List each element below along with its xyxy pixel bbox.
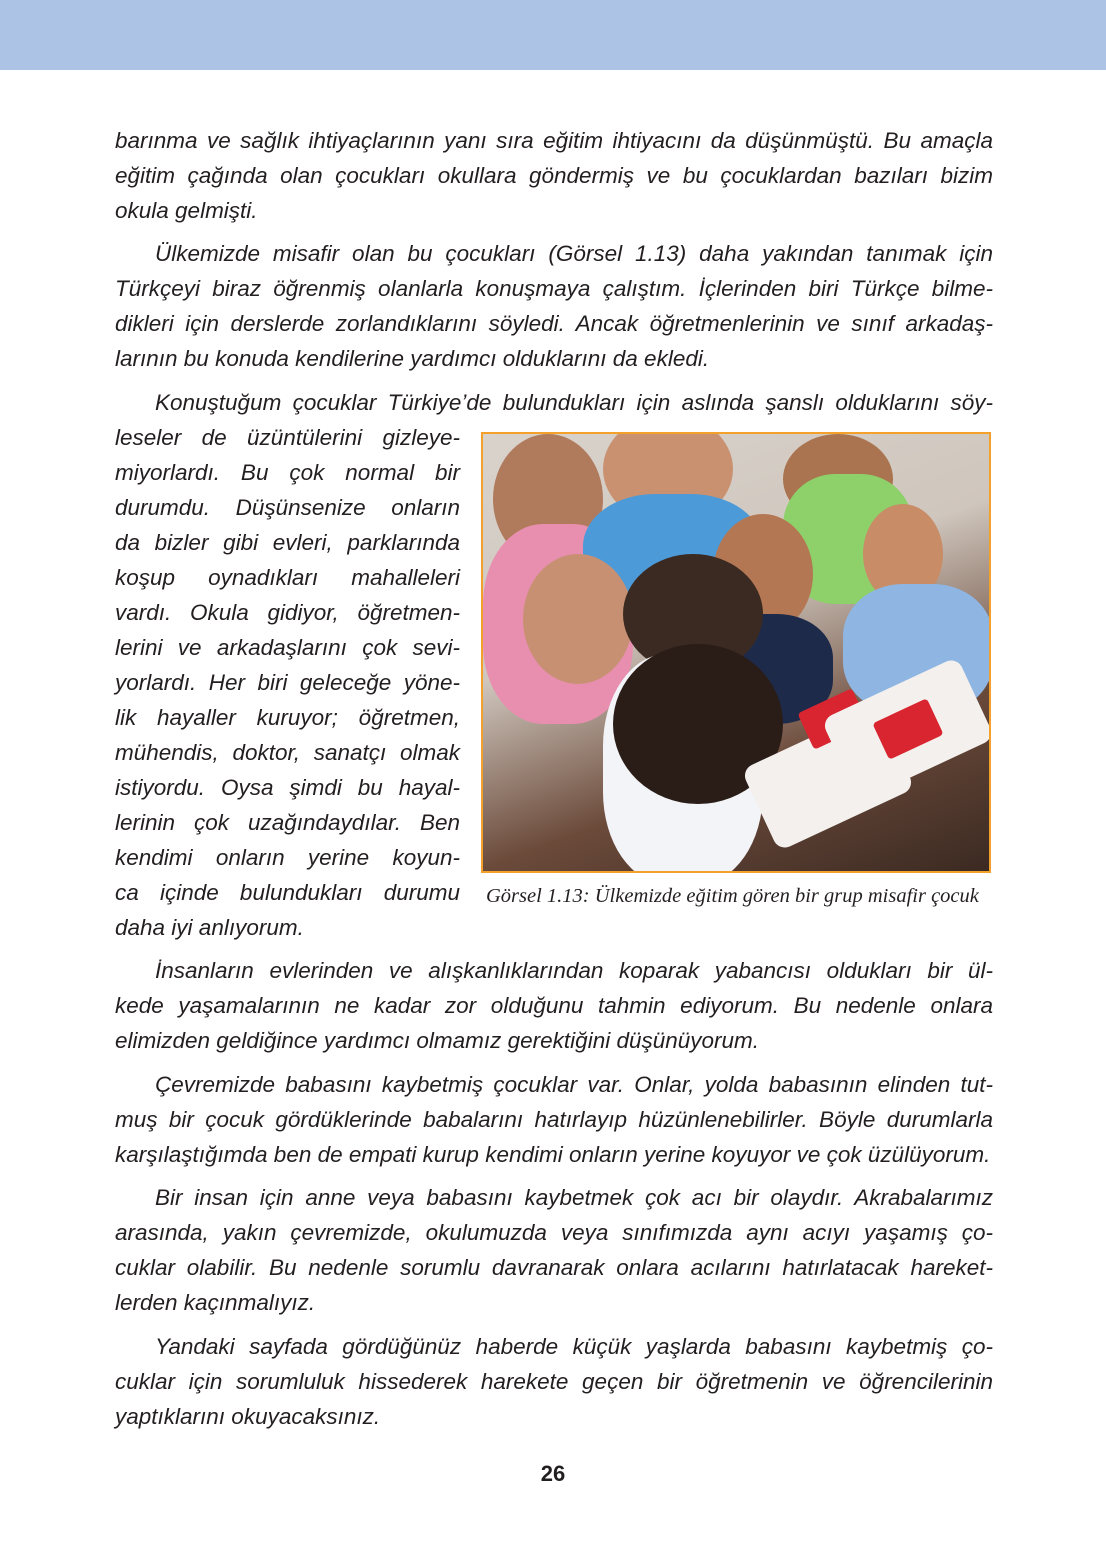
text-line: cuklar olabilir. Bu nedenle sorumlu davranarak onlara acılarını hatırlatacak hareket- xyxy=(115,1255,993,1280)
text-line: kendimi onların yerine koyun- xyxy=(115,845,460,870)
text-line: eğitim çağında olan çocukları okullara göndermiş ve bu çocuklardan bazıları bizim xyxy=(115,163,993,188)
text-line: kede yaşamalarının ne kadar zor olduğunu tahmin ediyorum. Bu nedenle onlara xyxy=(115,993,993,1018)
text-line: lik hayaller kuruyor; öğretmen, xyxy=(115,705,460,730)
text-line: yorlardı. Her biri geleceğe yöne- xyxy=(115,670,460,695)
text-line: İnsanların evlerinden ve alışkanlıklarından koparak yabancısı oldukları bir ül- xyxy=(155,958,993,983)
text-line: lerini ve arkadaşlarını çok sevi- xyxy=(115,635,460,660)
text-line: Yandaki sayfada gördüğünüz haberde küçük yaşlarda babasını kaybetmiş ço- xyxy=(155,1334,993,1359)
paragraph-5 xyxy=(115,1067,993,1172)
figure-caption: Görsel 1.13: Ülkemizde eğitim gören bir grup misafir çocuk xyxy=(486,885,979,907)
text-line: okula gelmişti. xyxy=(115,198,258,223)
text-line: larının bu konuda kendilerine yardımcı olduklarını da ekledi. xyxy=(115,346,710,371)
text-line: istiyordu. Oysa şimdi bu hayal- xyxy=(115,775,460,800)
text-line: karşılaştığımda ben de empati kurup kendimi onların yerine koyuyor ve çok üzülüyorum. xyxy=(115,1142,991,1167)
text-line: daha iyi anlıyorum. xyxy=(115,915,304,940)
text-line: cuklar için sorumluluk hissederek harekete geçen bir öğretmenin ve öğrencilerinin xyxy=(115,1369,993,1394)
text-line: koşup oynadıkları mahalleleri xyxy=(115,565,460,590)
text-line: Bir insan için anne veya babasını kaybetmek çok acı bir olaydır. Akrabalarımız xyxy=(155,1185,993,1210)
text-line: da bizler gibi evleri, parklarında xyxy=(115,530,460,555)
page-number: 26 xyxy=(540,1461,566,1486)
text-line: Ülkemizde misafir olan bu çocukları (Görsel 1.13) daha yakından tanımak için xyxy=(155,241,993,266)
text-line: muş bir çocuk gördüklerinde babalarını hatırlayıp hüzünlenebilirler. Böyle durumlarla xyxy=(115,1107,993,1132)
text-line: yaptıklarını okuyacaksınız. xyxy=(115,1404,381,1429)
text-line: barınma ve sağlık ihtiyaçlarının yanı sıra eğitim ihtiyacını da düşünmüştü. Bu amaçla xyxy=(115,128,993,153)
paragraph-6 xyxy=(115,1180,993,1320)
text-line: elimizden geldiğince yardımcı olmamız gerektiğini düşünüyorum. xyxy=(115,1028,760,1053)
paragraph-7 xyxy=(115,1329,993,1434)
paragraph-1 xyxy=(115,123,993,228)
text-line: vardı. Okula gidiyor, öğretmen- xyxy=(115,600,460,625)
text-line: Türkçeyi biraz öğrenmiş olanlarla konuşmaya çalıştım. İçlerinden biri Türkçe bilme- xyxy=(115,276,993,301)
text-line: dikleri için derslerde zorlandıklarını söyledi. Ancak öğretmenlerinin ve sınıf arkadaş- xyxy=(115,311,993,336)
text-line: lerinin çok uzağındaydılar. Ben xyxy=(115,810,460,835)
text-line: Konuştuğum çocuklar Türkiye’de bulundukları için aslında şanslı olduklarını söy- xyxy=(155,390,993,415)
paragraph-2 xyxy=(115,236,993,376)
paragraph-4 xyxy=(115,953,993,1058)
text-line: ca içinde bulundukları durumu xyxy=(115,880,460,905)
text-line: arasında, yakın çevremizde, okulumuzda veya sınıfımızda aynı acıyı yaşamış ço- xyxy=(115,1220,993,1245)
header-band xyxy=(0,0,1106,70)
text-line: durumdu. Düşünsenize onların xyxy=(115,495,460,520)
text-line: mühendis, doktor, sanatçı olmak xyxy=(115,740,460,765)
paragraph-3-continued xyxy=(115,420,460,945)
figure-photo-children xyxy=(481,432,991,873)
text-line: Çevremizde babasını kaybetmiş çocuklar var. Onlar, yolda babasının elinden tut- xyxy=(155,1072,993,1097)
text-line: leseler de üzüntülerini gizleye- xyxy=(115,425,460,450)
text-line: lerden kaçınmalıyız. xyxy=(115,1290,316,1315)
paragraph-3 xyxy=(115,385,993,420)
text-line: miyorlardı. Bu çok normal bir xyxy=(115,460,460,485)
